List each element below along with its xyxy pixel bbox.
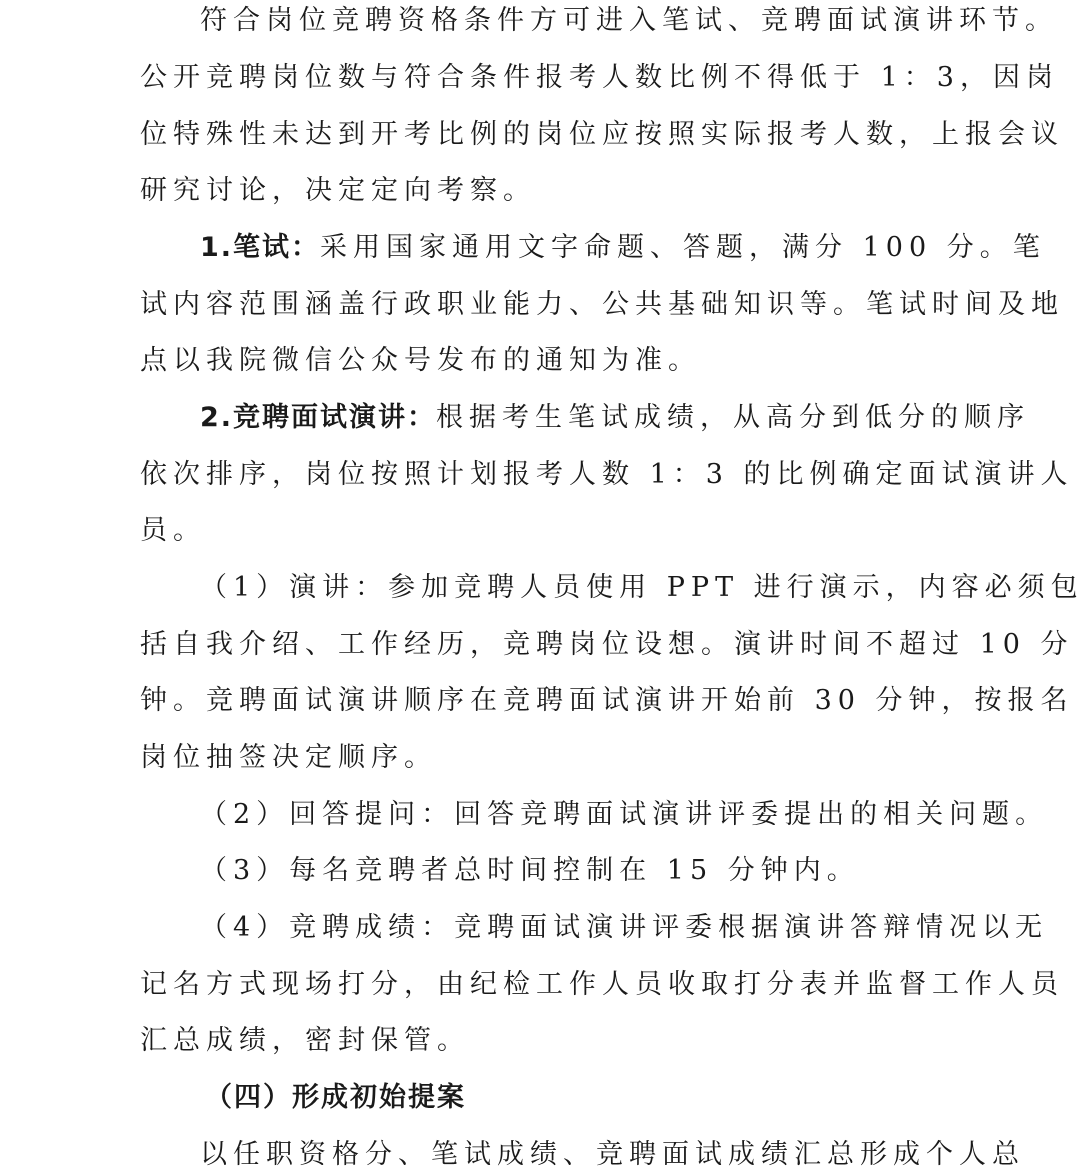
written-exam-line-3: 点以我院微信公众号发布的通知为准。	[140, 345, 701, 376]
written-exam-line-2: 试内容范围涵盖行政职业能力、公共基础知识等。笔试时间及地	[140, 289, 1064, 320]
interview-line-3: 员。	[140, 515, 206, 546]
interview-line-1	[200, 401, 1031, 435]
item4-line-3: 汇总成绩，密封保管。	[140, 1025, 470, 1056]
item1-line-2: 括自我介绍、工作经历，竞聘岗位设想。演讲时间不超过 10 分	[140, 629, 1074, 660]
item4-line-2: 记名方式现场打分，由纪检工作人员收取打分表并监督工作人员	[140, 969, 1064, 1000]
intro-line-2: 公开竞聘岗位数与符合条件报考人数比例不得低于 1：3，因岗	[140, 62, 1059, 93]
item4-line-1: （4）竞聘成绩：竞聘面试演讲评委根据演讲答辩情况以无	[200, 912, 1049, 943]
section-heading: （四）形成初始提案	[205, 1082, 466, 1113]
intro-line-3: 位特殊性未达到开考比例的岗位应按照实际报考人数，上报会议	[140, 119, 1064, 150]
written-exam-label: 1.笔试：	[200, 232, 321, 263]
item1-line-4: 岗位抽签决定顺序。	[140, 742, 437, 773]
interview-label: 2.竞聘面试演讲：	[200, 402, 437, 433]
item1-line-3: 钟。竞聘面试演讲顺序在竞聘面试演讲开始前 30 分钟，按报名	[140, 685, 1074, 716]
written-exam-text: 采用国家通用文字命题、答题，满分 100 分。笔	[320, 232, 1046, 263]
intro-line-4: 研究讨论，决定定向考察。	[140, 175, 536, 206]
item2-line-1: （2）回答提问：回答竞聘面试演讲评委提出的相关问题。	[200, 799, 1049, 830]
intro-line-1: 符合岗位竞聘资格条件方可进入笔试、竞聘面试演讲环节。	[200, 5, 1058, 36]
item3-line-1: （3）每名竞聘者总时间控制在 15 分钟内。	[200, 855, 860, 886]
interview-text: 根据考生笔试成绩，从高分到低分的顺序	[436, 402, 1031, 433]
section4-line-1: 以任职资格分、笔试成绩、竞聘面试成绩汇总形成个人总	[200, 1139, 1025, 1170]
item1-line-1: （1）演讲：参加竞聘人员使用 PPT 进行演示，内容必须包	[200, 572, 1084, 603]
written-exam-line-1	[200, 231, 1046, 265]
interview-line-2: 依次排序，岗位按照计划报考人数 1：3 的比例确定面试演讲人	[140, 459, 1074, 490]
